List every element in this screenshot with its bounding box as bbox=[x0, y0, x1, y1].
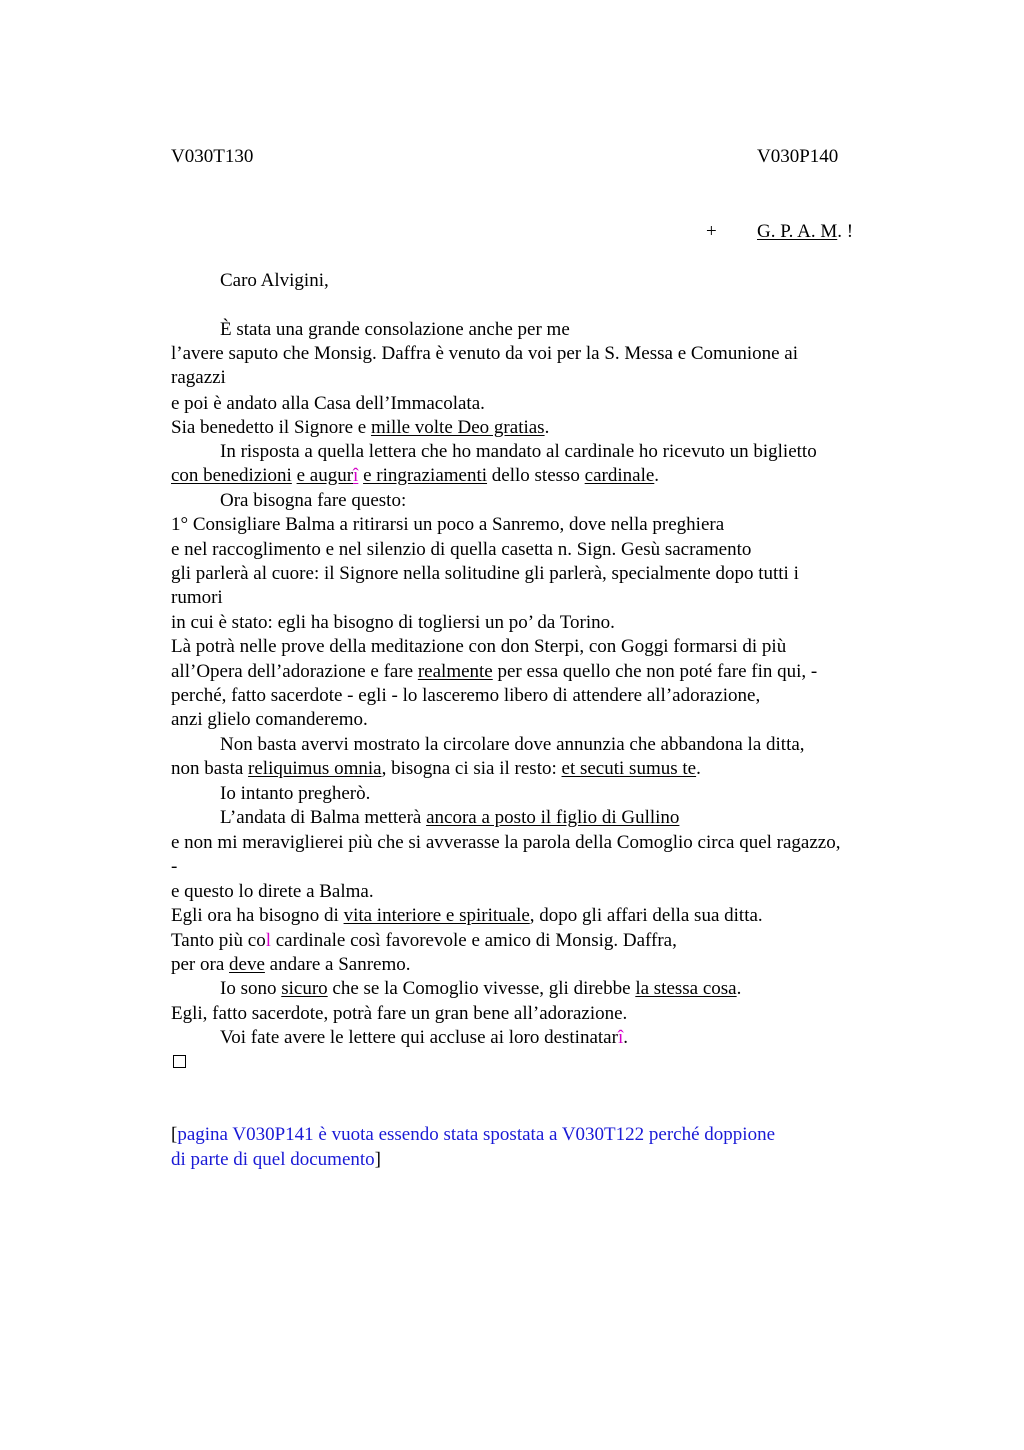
underlined-phrase: realmente bbox=[417, 661, 493, 682]
text-line: non basta reliquimus omnia, bisogna ci sia il resto: et secuti sumus te. bbox=[171, 758, 701, 779]
text-line: con benedizioni e augurî e ringraziamenti dello stesso cardinale. bbox=[171, 465, 660, 486]
underlined-phrase: sicuro bbox=[281, 978, 328, 999]
cross-symbol: + bbox=[706, 221, 717, 242]
underlined-phrase: vita interiore e spirituale bbox=[343, 905, 530, 926]
underlined-phrase: e augur bbox=[296, 465, 354, 486]
text-line: Sia benedetto il Signore e mille volte Deo gratias. bbox=[171, 417, 550, 438]
text-line: Egli ora ha bisogno di vita interiore e spirituale, dopo gli affari della sua ditta. bbox=[171, 905, 763, 926]
text-line: e questo lo direte a Balma. bbox=[171, 881, 374, 902]
underlined-phrase: e ringraziamenti bbox=[363, 465, 488, 486]
underlined-phrase: mille volte Deo gratias bbox=[370, 417, 545, 438]
text-line: L’andata di Balma metterà ancora a posto il figlio di Gullino bbox=[220, 807, 680, 828]
inserted-character: l bbox=[265, 930, 271, 951]
underlined-phrase: et secuti sumus te bbox=[561, 758, 697, 779]
text-line: Io intanto pregherò. bbox=[220, 783, 371, 804]
text-line: l’avere saputo che Monsig. Daffra è venuto da voi per la S. Messa e Comunione ai bbox=[171, 343, 798, 364]
text-line: anzi glielo comanderemo. bbox=[171, 709, 368, 730]
text-line: Non basta avervi mostrato la circolare dove annunzia che abbandona la ditta, bbox=[220, 734, 805, 755]
text-line: all’Opera dell’adorazione e fare realmente per essa quello che non poté fare fin qui, - bbox=[171, 661, 818, 682]
text-line: gli parlerà al cuore: il Signore nella solitudine gli parlerà, specialmente dopo tutti i bbox=[171, 563, 799, 584]
text-line: e non mi meraviglierei più che si avverasse la parola della Comoglio circa quel ragazzo, bbox=[171, 832, 841, 853]
text-line: Tanto più col cardinale così favorevole e amico di Monsig. Daffra, bbox=[171, 930, 677, 951]
invocation-letters: G. P. A. M bbox=[757, 221, 838, 242]
text-line: È stata una grande consolazione anche per me bbox=[220, 319, 570, 340]
text-line: In risposta a quella lettera che ho mandato al cardinale ho ricevuto un biglietto bbox=[220, 441, 817, 462]
text-line: in cui è stato: egli ha bisogno di togliersi un po’ da Torino. bbox=[171, 612, 615, 633]
end-of-letter-square-icon bbox=[173, 1055, 186, 1068]
text-line: ragazzi bbox=[171, 367, 226, 388]
text-line: Voi fate avere le lettere qui accluse ai loro destinatarî. bbox=[220, 1027, 628, 1048]
text-line: rumori bbox=[171, 587, 223, 608]
text-line: - bbox=[171, 856, 178, 877]
underlined-phrase: con benedizioni bbox=[171, 465, 292, 486]
page-code-right: V030P140 bbox=[757, 146, 839, 167]
document-code-left: V030T130 bbox=[171, 146, 254, 167]
salutation: Caro Alvigini, bbox=[220, 270, 329, 291]
text-line: Ora bisogna fare questo: bbox=[220, 490, 407, 511]
underlined-phrase: reliquimus omnia bbox=[248, 758, 382, 779]
underlined-phrase: ancora a posto il figlio di Gullino bbox=[426, 807, 680, 828]
editor-note-line-2: di parte di quel documento] bbox=[171, 1149, 381, 1170]
invocation-tail: . ! bbox=[837, 221, 854, 242]
inserted-character: î bbox=[617, 1027, 624, 1048]
text-line: e nel raccoglimento e nel silenzio di quella casetta n. Sign. Gesù sacramento bbox=[171, 539, 752, 560]
text-line: per ora deve andare a Sanremo. bbox=[171, 954, 411, 975]
text-line: e poi è andato alla Casa dell’Immacolata. bbox=[171, 393, 485, 414]
underlined-phrase: cardinale bbox=[584, 465, 655, 486]
text-line: Là potrà nelle prove della meditazione con don Sterpi, con Goggi formarsi di più bbox=[171, 636, 787, 657]
underlined-phrase: deve bbox=[229, 954, 265, 975]
editor-note-line-1: [pagina V030P141 è vuota essendo stata spostata a V030T122 perché doppione bbox=[171, 1124, 776, 1145]
inserted-character: î bbox=[353, 465, 359, 486]
text-line: perché, fatto sacerdote - egli - lo lasceremo libero di attendere all’adorazione, bbox=[171, 685, 761, 706]
invocation bbox=[757, 221, 853, 243]
text-line: Io sono sicuro che se la Comoglio vivesse, gli direbbe la stessa cosa. bbox=[220, 978, 742, 999]
text-line: 1° Consigliare Balma a ritirarsi un poco a Sanremo, dove nella preghiera bbox=[171, 514, 725, 535]
text-line: Egli, fatto sacerdote, potrà fare un gran bene all’adorazione. bbox=[171, 1003, 628, 1024]
underlined-phrase: la stessa cosa bbox=[635, 978, 737, 999]
